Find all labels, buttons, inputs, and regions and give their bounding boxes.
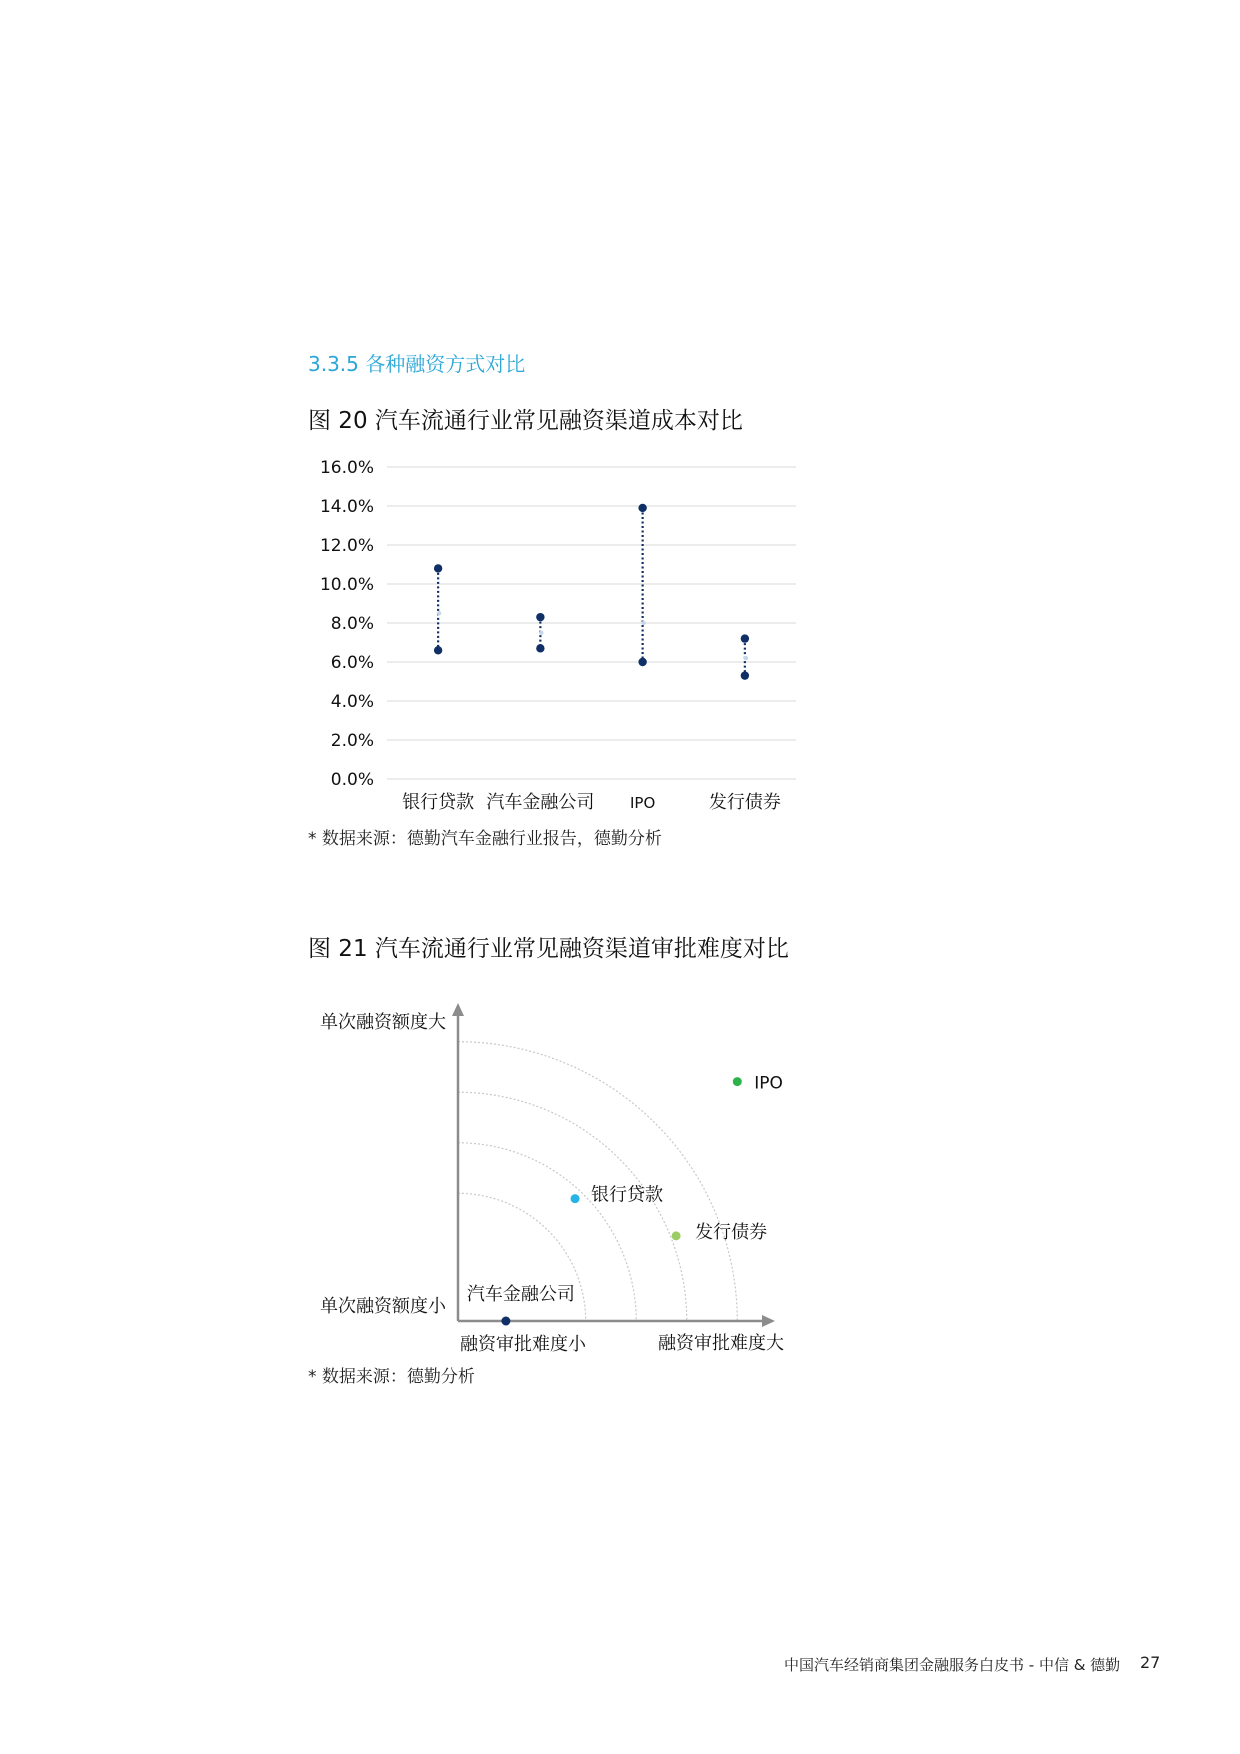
point-label-auto-finance: 汽车金融公司: [466, 1284, 575, 1305]
low-point: [741, 671, 749, 679]
y-axis-low-label: 单次融资额度小: [320, 1296, 446, 1317]
x-axis-high-label: 融资审批难度大: [658, 1333, 784, 1354]
x-axis-low-label: 融资审批难度小: [460, 1334, 586, 1355]
point-label-ipo: IPO: [754, 1073, 783, 1094]
point-label-bond: 发行债券: [695, 1221, 768, 1243]
low-point: [434, 646, 442, 654]
y-tick-label: 0.0%: [330, 770, 374, 790]
midpoint-marker: [641, 621, 645, 625]
high-point: [638, 504, 646, 512]
x-category-label: 汽车金融公司: [486, 792, 595, 813]
x-category-label: 发行债券: [708, 792, 781, 813]
section-heading: 3.3.5 各种融资方式对比: [308, 352, 526, 376]
midpoint-marker: [744, 656, 748, 660]
y-tick-label: 12.0%: [319, 536, 374, 556]
x-category-label: IPO: [629, 794, 656, 812]
y-tick-label: 14.0%: [319, 497, 374, 517]
low-point: [638, 658, 646, 666]
y-tick-label: 8.0%: [330, 614, 374, 634]
y-tick-label: 4.0%: [330, 692, 374, 712]
footer-publication-title: 中国汽车经销商集团金融服务白皮书 - 中信 & 德勤: [784, 1656, 1121, 1674]
y-axis-high-label: 单次融资额度大: [320, 1012, 446, 1033]
midpoint-marker: [437, 611, 441, 615]
figure-21-title: 图 21 汽车流通行业常见融资渠道审批难度对比: [308, 936, 789, 962]
figure-20-source-note: * 数据来源：德勤汽车金融行业报告，德勤分析: [308, 829, 662, 849]
midpoint-marker: [539, 631, 543, 635]
y-tick-label: 2.0%: [330, 731, 374, 751]
low-point: [536, 644, 544, 652]
high-point: [536, 613, 544, 621]
y-tick-label: 10.0%: [319, 575, 374, 595]
figure-21-source-note: * 数据来源：德勤分析: [308, 1367, 475, 1387]
x-category-label: 银行贷款: [402, 792, 475, 813]
footer-page-number: 27: [1140, 1653, 1161, 1672]
y-tick-label: 16.0%: [319, 458, 374, 478]
high-point: [434, 564, 442, 572]
high-point: [741, 634, 749, 642]
point-label-bank-loan: 银行贷款: [591, 1184, 664, 1206]
y-tick-label: 6.0%: [330, 653, 374, 673]
figure-20-title: 图 20 汽车流通行业常见融资渠道成本对比: [308, 408, 743, 434]
